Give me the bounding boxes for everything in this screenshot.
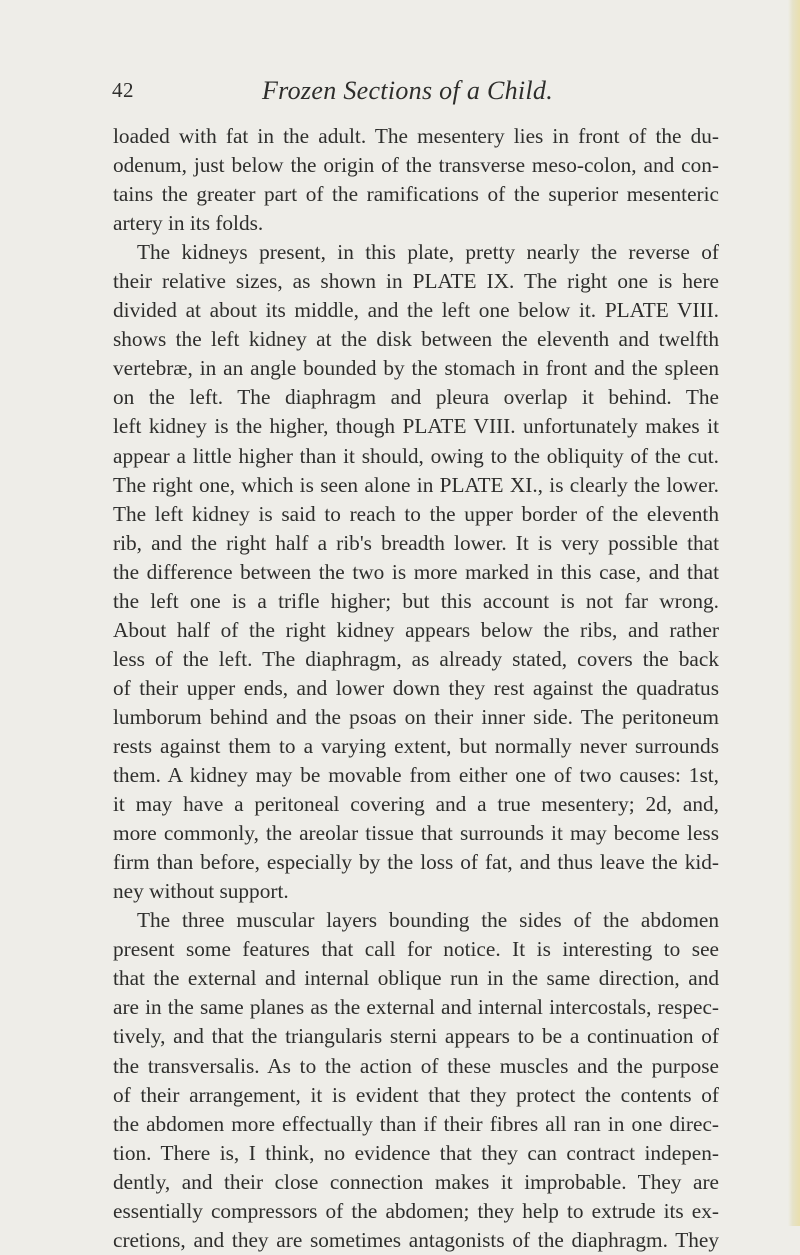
title-word: of [439, 76, 460, 105]
text-line: lumborum behind and the psoas on their inner side. The peritoneum [113, 704, 719, 729]
text-line: loaded with fat in the adult. The mesentery lies in front of the du- [113, 124, 719, 148]
text-line: ney without support. [113, 879, 289, 904]
body-text [113, 122, 719, 1255]
text-line: the abdomen more effectually than if their fibres all ran in one direc- [113, 1111, 719, 1136]
text-line: rib, and the right half a rib's breadth lower. It is very possible that [113, 530, 719, 555]
text-line: present some features that call for notice. It is interesting to see [113, 937, 719, 962]
text-line: are in the same planes as the external and internal intercostals, respec- [113, 995, 719, 1020]
text-line: The left kidney is said to reach to the upper border of the eleventh [113, 501, 719, 526]
text-line: less of the left. The diaphragm, as already stated, covers the back [113, 646, 719, 671]
text-line: divided at about its middle, and the left one below it. PLATE VIII. [113, 298, 719, 323]
text-line: The kidneys present, in this plate, pretty nearly the reverse of [137, 240, 719, 265]
text-line: on the left. The diaphragm and pleura overlap it behind. The [113, 385, 719, 410]
title-word: Frozen [262, 76, 337, 105]
text-line: About half of the right kidney appears below the ribs, and rather [113, 617, 719, 642]
title-word: Sections [343, 76, 433, 105]
page-edge [788, 0, 800, 1226]
text-line: artery in its folds. [113, 211, 264, 236]
page-number: 42 [112, 78, 134, 102]
text-line: the transversalis. As to the action of these muscles and the purpose [113, 1053, 719, 1078]
text-line: essentially compressors of the abdomen; they help to extrude its ex- [113, 1198, 719, 1223]
text-line: that the external and internal oblique run in the same direction, and [113, 966, 719, 991]
text-line: shows the left kidney at the disk between the eleventh and twelfth [113, 327, 719, 352]
text-line: cretions, and they are sometimes antagonists of the diaphragm. They [113, 1227, 719, 1252]
text-line: odenum, just below the origin of the transverse meso-colon, and con- [113, 153, 719, 178]
text-line: their relative sizes, as shown in PLATE IX. The right one is here [113, 269, 719, 294]
title-word: Child. [486, 76, 554, 105]
text-line: tively, and that the triangularis sterni appears to be a continuation of [113, 1024, 719, 1049]
text-line: left kidney is the higher, though PLATE VIII. unfortunately makes it [113, 414, 719, 439]
text-line: them. A kidney may be movable from either one of two causes: 1st, [113, 763, 719, 788]
text-line: The right one, which is seen alone in PLATE XI., is clearly the lower. [113, 472, 719, 497]
text-line: tains the greater part of the ramifications of the superior mesenteric [113, 182, 719, 207]
running-header [112, 70, 718, 110]
text-line: The three muscular layers bounding the sides of the abdomen [137, 908, 719, 933]
text-line: firm than before, especially by the loss of fat, and thus leave the kid- [113, 850, 719, 875]
text-line: tion. There is, I think, no evidence that they can contract indepen- [113, 1140, 719, 1165]
text-line: of their upper ends, and lower down they rest against the quadratus [113, 675, 719, 700]
text-line: dently, and their close connection makes it improbable. They are [113, 1169, 719, 1194]
text-line: the left one is a trifle higher; but this account is not far wrong. [113, 588, 719, 613]
text-line: it may have a peritoneal covering and a true mesentery; 2d, and, [113, 792, 719, 817]
text-line: vertebræ, in an angle bounded by the stomach in front and the spleen [113, 356, 719, 381]
title-word: a [466, 76, 481, 105]
running-title [262, 76, 553, 106]
text-line: the difference between the two is more marked in this case, and that [113, 559, 719, 584]
text-line: appear a little higher than it should, owing to the obliquity of the cut. [113, 443, 719, 468]
text-line: of their arrangement, it is evident that they protect the contents of [113, 1082, 719, 1107]
text-line: more commonly, the areolar tissue that surrounds it may become less [113, 821, 719, 846]
text-line: rests against them to a varying extent, but normally never surrounds [113, 733, 719, 758]
